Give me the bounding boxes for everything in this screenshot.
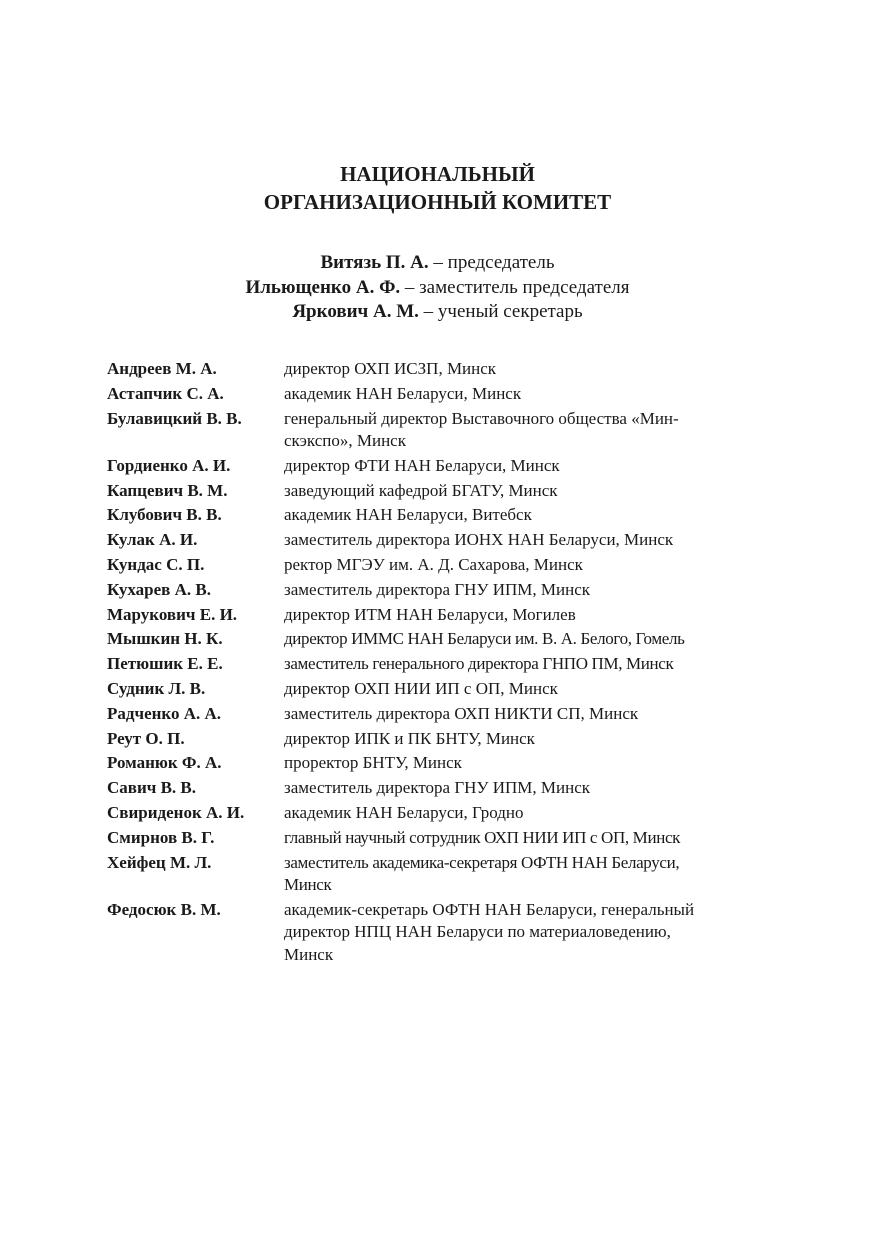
member-role	[284, 604, 747, 627]
leadership-name: Витязь П. А.	[320, 252, 429, 273]
member-role	[284, 827, 747, 850]
member-row	[107, 703, 747, 726]
member-role-line: директор ОХП ИСЗП, Минск	[284, 359, 497, 378]
member-row	[107, 678, 747, 701]
member-name: Клубович В. В.	[107, 505, 222, 525]
member-row	[107, 604, 747, 627]
member-name: Романюк Ф. А.	[107, 753, 222, 773]
member-role-line: заведующий кафедрой БГАТУ, Минск	[284, 480, 558, 500]
member-name: Мышкин Н. К.	[107, 629, 223, 649]
member-role-line: директор ИПК и ПК БНТУ, Минск	[284, 728, 535, 748]
member-role	[284, 480, 747, 503]
member-row	[107, 899, 747, 967]
member-role-line: директор ОХП НИИ ИП с ОП, Минск	[284, 679, 558, 699]
member-row	[107, 579, 747, 602]
member-role	[284, 579, 747, 602]
member-role-line: академик НАН Беларуси, Минск	[284, 383, 522, 403]
member-name: Савич В. В.	[107, 778, 197, 798]
leadership-name: Ильющенко А. Ф.	[245, 276, 401, 298]
member-role	[284, 455, 747, 478]
member-role	[284, 777, 747, 800]
member-row	[107, 408, 747, 453]
member-role	[284, 678, 747, 701]
member-name: Кулак А. И.	[107, 530, 198, 550]
member-row	[107, 728, 747, 751]
member-name: Кухарев А. В.	[107, 579, 211, 599]
member-role	[284, 703, 747, 726]
member-row	[107, 852, 747, 897]
member-name: Судник Л. В.	[107, 679, 206, 699]
member-role	[284, 728, 747, 751]
member-name: Андреев М. А.	[107, 359, 217, 378]
member-role-line: заместитель директора ГНУ ИПМ, Минск	[284, 579, 591, 599]
member-role	[284, 802, 747, 825]
member-role-line: академик НАН Беларуси, Гродно	[284, 803, 524, 823]
member-role	[284, 752, 747, 775]
leadership-role: – заместитель председателя	[400, 276, 630, 298]
member-row	[107, 504, 747, 527]
member-row	[107, 653, 747, 676]
member-row	[107, 529, 747, 552]
member-role	[284, 408, 747, 453]
member-role-line: заместитель директора ИОНХ НАН Беларуси, Минск	[284, 530, 674, 550]
member-name: Кундас С. П.	[107, 555, 205, 575]
member-name: Астапчик С. А.	[107, 383, 224, 403]
member-role-line: директор ИТМ НАН Беларуси, Могилев	[284, 604, 576, 624]
member-name: Гордиенко А. И.	[107, 455, 231, 475]
member-row	[107, 358, 747, 381]
member-role-line: заместитель директора ОХП НИКТИ СП, Минск	[284, 703, 639, 723]
member-row	[107, 628, 747, 651]
member-name: Радченко А. А.	[107, 703, 222, 723]
member-role	[284, 899, 747, 967]
member-role-line: проректор БНТУ, Минск	[284, 753, 462, 773]
member-role	[284, 504, 747, 527]
leadership-role: – председатель	[428, 252, 555, 273]
title-line-1: НАЦИОНАЛЬНЫЙ	[340, 162, 535, 186]
member-name: Свириденок А. И.	[107, 803, 245, 823]
member-role	[284, 358, 747, 381]
member-row	[107, 383, 747, 406]
member-role-line: заместитель генерального директора ГНПО ПМ, Минск	[284, 654, 674, 674]
member-role-line: ректор МГЭУ им. А. Д. Сахарова, Минск	[284, 555, 583, 575]
leadership-line	[0, 300, 875, 325]
page-title	[0, 160, 875, 216]
member-role-line: генеральный директор Выставочного общества «Мин-	[284, 408, 679, 428]
member-role-line: главный научный сотрудник ОХП НИИ ИП с ОП, Минск	[284, 827, 681, 847]
member-role-line: заместитель академика-секретаря ОФТН НАН Беларуси,	[284, 852, 680, 872]
member-role-line: Минск	[284, 875, 332, 895]
member-name: Смирнов В. Г.	[107, 827, 215, 847]
member-role-line: скэкспо», Минск	[284, 431, 406, 451]
title-line-2: ОРГАНИЗАЦИОННЫЙ КОМИТЕТ	[263, 190, 612, 214]
member-role-line: академик НАН Беларуси, Витебск	[284, 505, 532, 525]
member-role-line: директор НПЦ НАН Беларуси по материаловедению,	[284, 922, 671, 942]
member-row	[107, 802, 747, 825]
member-role-line: заместитель директора ГНУ ИПМ, Минск	[284, 778, 591, 798]
member-role	[284, 554, 747, 577]
member-row	[107, 777, 747, 800]
leadership-role: – ученый секретарь	[418, 301, 583, 322]
member-name: Хейфец М. Л.	[107, 852, 212, 872]
member-name: Марукович Е. И.	[107, 604, 238, 624]
member-row	[107, 752, 747, 775]
leadership-block	[0, 251, 875, 325]
members-list	[107, 358, 747, 969]
member-name: Реут О. П.	[107, 728, 185, 748]
leadership-name: Яркович А. М.	[292, 301, 419, 322]
leadership-line	[0, 251, 875, 276]
member-role	[284, 383, 747, 406]
member-role	[284, 628, 747, 651]
member-role-line: директор ИММС НАН Беларуси им. В. А. Белого, Гомель	[284, 629, 685, 649]
member-name: Федосюк В. М.	[107, 899, 221, 919]
member-role-line: директор ФТИ НАН Беларуси, Минск	[284, 455, 560, 475]
member-name: Капцевич В. М.	[107, 480, 228, 500]
leadership-line	[0, 276, 875, 301]
member-row	[107, 827, 747, 850]
member-role	[284, 529, 747, 552]
member-name: Булавицкий В. В.	[107, 408, 242, 428]
member-role-line: академик-секретарь ОФТН НАН Беларуси, генеральный	[284, 899, 695, 919]
member-role	[284, 653, 747, 676]
member-row	[107, 480, 747, 503]
member-row	[107, 455, 747, 478]
member-role	[284, 852, 747, 897]
member-row	[107, 554, 747, 577]
member-role-line: Минск	[284, 944, 334, 964]
member-name: Петюшик Е. Е.	[107, 654, 223, 674]
